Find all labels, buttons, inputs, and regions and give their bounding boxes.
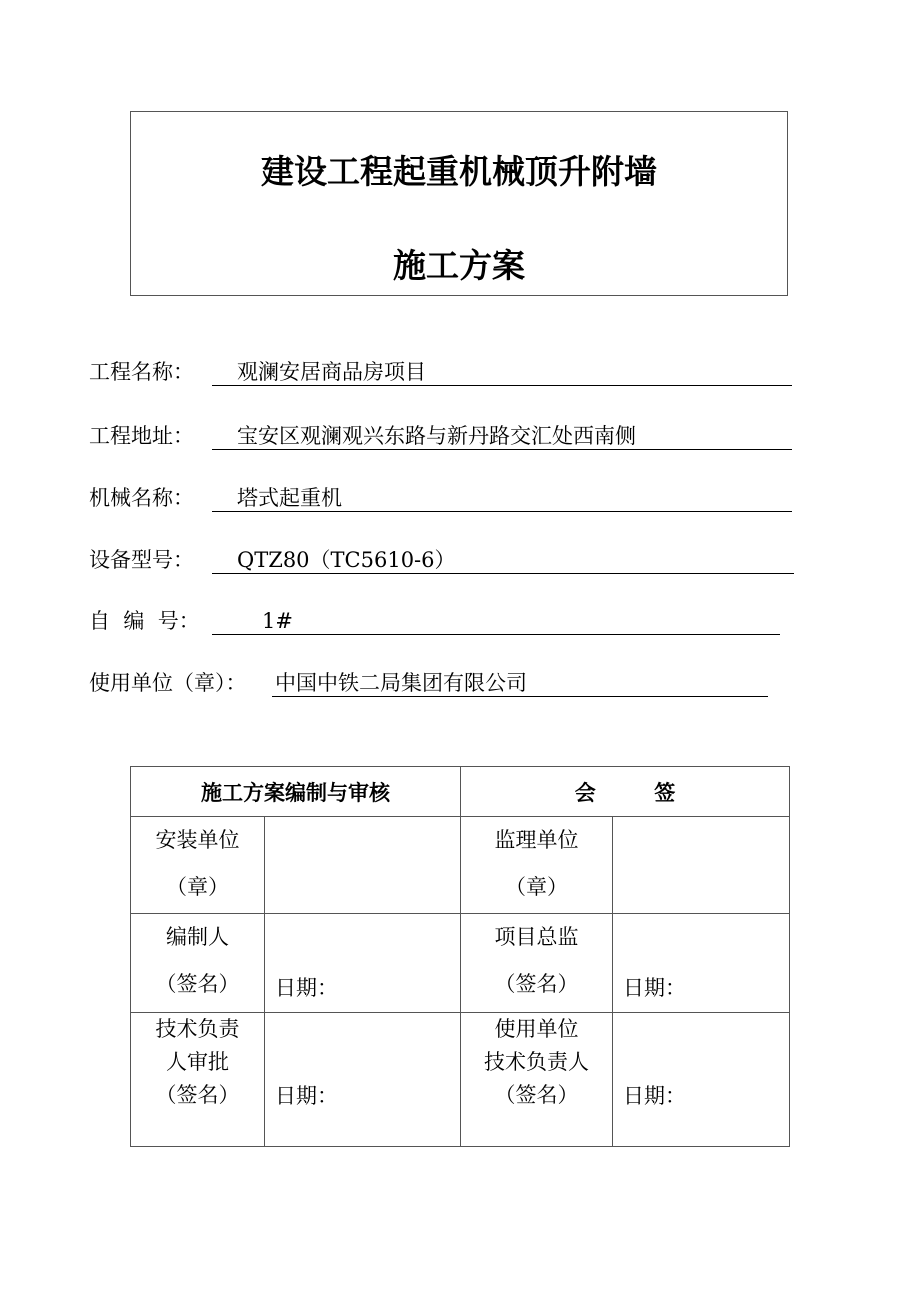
machine-name-value: 塔式起重机 [237, 486, 342, 510]
supervise-unit-label: 监理单位 [494, 828, 579, 852]
install-unit-seal: （章） [166, 875, 229, 899]
compiler-date-cell[interactable] [265, 914, 461, 1013]
project-name-label: 工程名称： [89, 360, 194, 384]
user-unit-value: 中国中铁二局集团有限公司 [275, 671, 527, 695]
model-label: 设备型号： [89, 548, 194, 572]
user-unit-row [89, 668, 799, 698]
tech-lead-date-label: 日期： [275, 1084, 338, 1108]
supervise-unit-seal: （章） [505, 875, 568, 899]
user-tech-date-cell[interactable] [613, 1013, 790, 1147]
user-tech-date-label: 日期： [623, 1084, 686, 1108]
signature-table [130, 766, 790, 1147]
tech-lead-cell [131, 1013, 265, 1147]
install-unit-blank[interactable] [265, 817, 461, 914]
table-row [131, 1013, 790, 1147]
project-name-value: 观澜安居商品房项目 [237, 360, 426, 384]
document-title-line-1: 建设工程起重机械顶升附墙 [261, 152, 657, 191]
supervise-unit-blank[interactable] [613, 817, 790, 914]
user-tech-sign-label: （签名） [494, 1083, 579, 1107]
project-address-value-line [212, 421, 792, 450]
serial-value-line [212, 606, 780, 635]
compiler-date-label: 日期： [275, 976, 338, 1000]
user-tech-cell [461, 1013, 613, 1147]
table-header-row [131, 767, 790, 817]
user-tech-label-line1: 使用单位 [494, 1017, 579, 1041]
tech-lead-sign-label: （签名） [155, 1083, 240, 1107]
chief-supervisor-date-label: 日期： [623, 976, 686, 1000]
chief-supervisor-sign-label: （签名） [494, 972, 579, 996]
chief-supervisor-cell [461, 914, 613, 1013]
install-unit-cell [131, 817, 265, 914]
supervise-unit-cell [461, 817, 613, 914]
tech-lead-label-line1: 技术负责 [155, 1017, 240, 1041]
machine-name-row [89, 483, 799, 513]
serial-value: 1# [262, 609, 293, 633]
user-unit-label: 使用单位（章）： [89, 671, 247, 695]
chief-supervisor-label: 项目总监 [494, 925, 579, 949]
header-compile-review: 施工方案编制与审核 [131, 767, 461, 817]
table-row [131, 914, 790, 1013]
compiler-cell [131, 914, 265, 1013]
chief-supervisor-date-cell[interactable] [613, 914, 790, 1013]
tech-lead-label-line2: 人审批 [166, 1050, 229, 1074]
project-name-row [89, 357, 799, 387]
user-unit-value-line [272, 668, 768, 697]
model-value-line [212, 545, 794, 574]
project-address-label: 工程地址： [89, 424, 194, 448]
user-tech-label-line2: 技术负责人 [484, 1050, 589, 1074]
title-box [130, 111, 788, 296]
install-unit-label: 安装单位 [155, 828, 240, 852]
serial-row [89, 606, 799, 636]
model-row [89, 545, 799, 575]
document-title-line-2: 施工方案 [393, 246, 525, 285]
machine-name-label: 机械名称： [89, 486, 194, 510]
project-address-row [89, 421, 799, 451]
header-countersign: 会 签 [461, 767, 790, 817]
tech-lead-date-cell[interactable] [265, 1013, 461, 1147]
compiler-label: 编制人 [166, 925, 229, 949]
project-name-value-line [212, 357, 792, 386]
project-address-value: 宝安区观澜观兴东路与新丹路交汇处西南侧 [237, 424, 636, 448]
table-row [131, 817, 790, 914]
compiler-sign-label: （签名） [155, 972, 240, 996]
serial-label: 自 编 号： [89, 609, 200, 633]
model-value: QTZ80（TC5610-6） [237, 548, 456, 572]
machine-name-value-line [212, 483, 792, 512]
